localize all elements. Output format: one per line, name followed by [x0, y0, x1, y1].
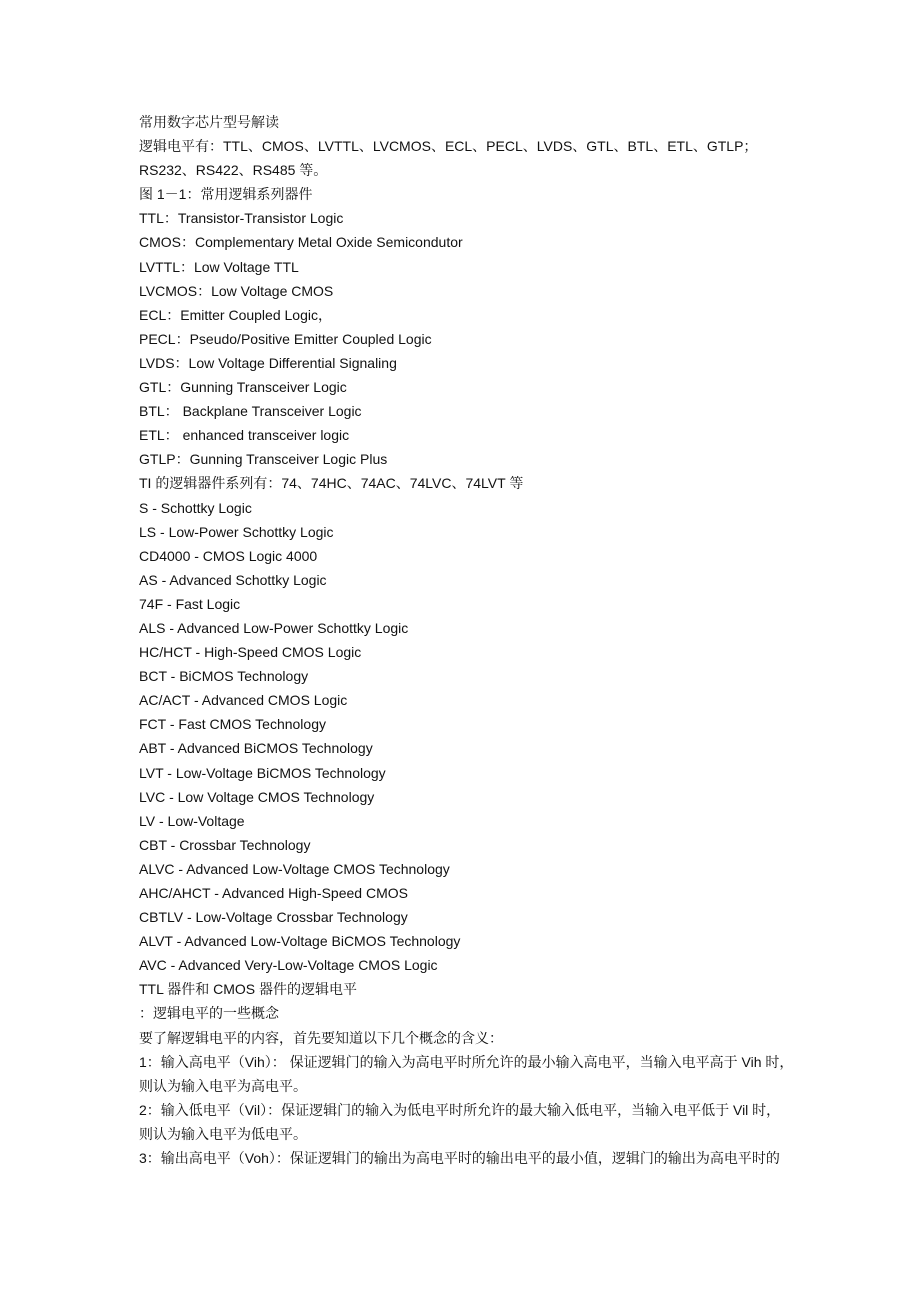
- text-line: ECL：Emitter Coupled Logic，: [139, 306, 332, 323]
- text-line: AC/ACT - Advanced CMOS Logic: [139, 692, 348, 709]
- text-line: 3：输出高电平（Voh）：保证逻辑门的输出为高电平时的输出电平的最小值，逻辑门的输出为高电平时的: [139, 1150, 780, 1167]
- text-line: LVCMOS：Low Voltage CMOS: [139, 282, 334, 299]
- text-line: LVTTL：Low Voltage TTL: [139, 258, 299, 275]
- document-page: [139, 110, 794, 1170]
- text-line: AVC - Advanced Very-Low-Voltage CMOS Logic: [139, 957, 438, 974]
- text-line: ETL： enhanced transceiver logic: [139, 427, 350, 444]
- text-line: TI 的逻辑器件系列有：74、74HC、74AC、74LVC、74LVT 等: [139, 475, 524, 492]
- text-line: LVC - Low Voltage CMOS Technology: [139, 788, 375, 805]
- text-line: 2：输入低电平（Vil）：保证逻辑门的输入为低电平时所允许的最大输入低电平，当输入电平低于 Vil 时，: [139, 1101, 781, 1118]
- text-line: GTLP：Gunning Transceiver Logic Plus: [139, 451, 388, 468]
- text-line: PECL：Pseudo/Positive Emitter Coupled Logic: [139, 330, 432, 347]
- text-line: RS232、RS422、RS485 等。: [139, 162, 328, 179]
- text-line: ：逻辑电平的一些概念: [139, 1005, 279, 1022]
- text-line: ALVC - Advanced Low-Voltage CMOS Technology: [139, 860, 450, 877]
- document-title: 常用数字芯片型号解读: [139, 114, 279, 130]
- text-line: LV - Low-Voltage: [139, 812, 245, 829]
- text-line: 要了解逻辑电平的内容，首先要知道以下几个概念的含义：: [139, 1029, 503, 1046]
- figure-caption: 图 1－1：常用逻辑系列器件: [139, 186, 313, 203]
- text-line: LVT - Low-Voltage BiCMOS Technology: [139, 764, 386, 781]
- text-line: BCT - BiCMOS Technology: [139, 668, 309, 685]
- text-line: LVDS：Low Voltage Differential Signaling: [139, 354, 397, 371]
- text-line: 逻辑电平有：TTL、CMOS、LVTTL、LVCMOS、ECL、PECL、LVDS、GTL、BTL、ETL、GTLP；: [139, 138, 758, 155]
- text-line: TTL：Transistor-Transistor Logic: [139, 210, 344, 227]
- text-line: LS - Low-Power Schottky Logic: [139, 523, 334, 540]
- text-line: CMOS：Complementary Metal Oxide Semicondutor: [139, 234, 463, 251]
- text-line: GTL：Gunning Transceiver Logic: [139, 379, 347, 396]
- text-line: ALS - Advanced Low-Power Schottky Logic: [139, 619, 409, 636]
- text-line: CBTLV - Low-Voltage Crossbar Technology: [139, 909, 408, 926]
- text-line: CD4000 - CMOS Logic 4000: [139, 547, 318, 564]
- text-line: 74F - Fast Logic: [139, 595, 241, 612]
- text-line: 则认为输入电平为高电平。: [139, 1077, 307, 1094]
- text-line: CBT - Crossbar Technology: [139, 836, 311, 853]
- text-line: BTL： Backplane Transceiver Logic: [139, 403, 362, 420]
- text-line: HC/HCT - High-Speed CMOS Logic: [139, 644, 362, 661]
- text-line: AHC/AHCT - Advanced High-Speed CMOS: [139, 885, 408, 901]
- text-line: FCT - Fast CMOS Technology: [139, 716, 326, 733]
- text-line: AS - Advanced Schottky Logic: [139, 571, 327, 588]
- section-heading: TTL 器件和 CMOS 器件的逻辑电平: [139, 981, 358, 998]
- text-line: S - Schottky Logic: [139, 499, 252, 516]
- text-line: 则认为输入电平为低电平。: [139, 1125, 307, 1142]
- text-line: 1：输入高电平（Vih）： 保证逻辑门的输入为高电平时所允许的最小输入高电平，当输入电平高于 Vih 时，: [139, 1053, 794, 1070]
- text-line: ABT - Advanced BiCMOS Technology: [139, 740, 373, 757]
- text-line: ALVT - Advanced Low-Voltage BiCMOS Technology: [139, 933, 461, 950]
